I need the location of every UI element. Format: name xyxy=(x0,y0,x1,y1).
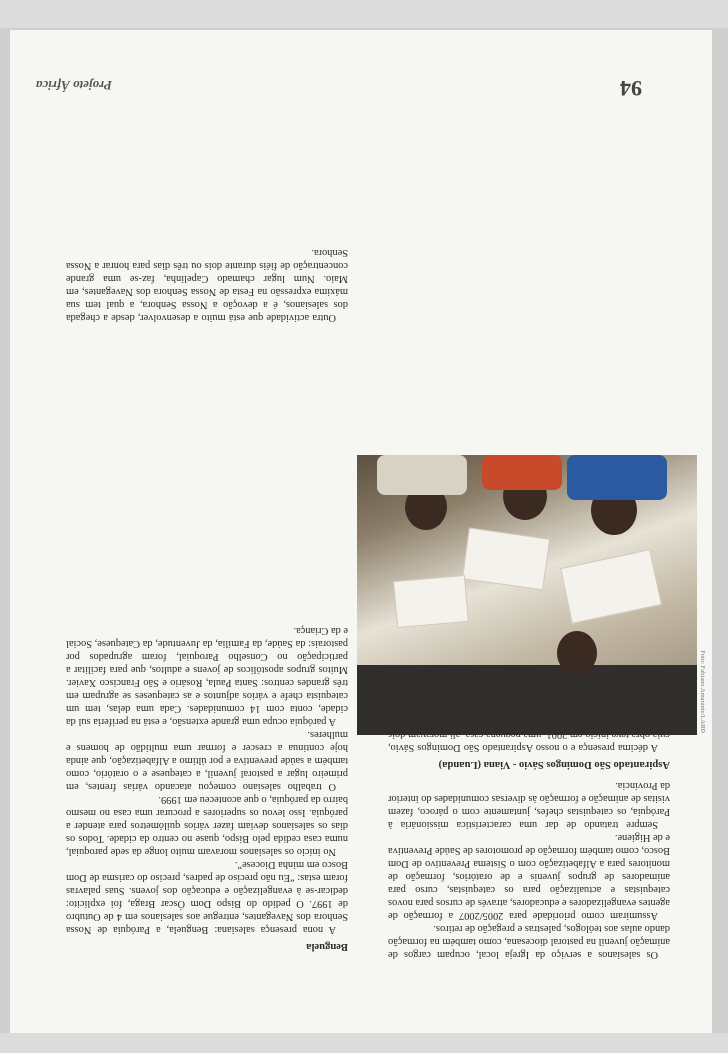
publication-title: Projeto África xyxy=(35,78,112,93)
paragraph: Sempre tratando de dar uma característica missionária à Paróquia, os catequistas chefes, juntamente com o pároco, fazem visitas de animação e formação às diversas comunidades do interior da Província. xyxy=(388,780,670,830)
page-header xyxy=(35,63,672,103)
photo-credit: Foto: Fabiano Amarante/LABD xyxy=(699,650,706,733)
scanner-top-margin xyxy=(0,0,728,28)
section-heading-viana: Aspirantado São Domingos Sávio - Viana (Luanda) xyxy=(438,759,670,770)
notebook xyxy=(393,575,469,628)
section-heading-benguela: Benguela xyxy=(306,941,348,952)
paragraph: A nona presença salesiana: Benguela, a Paróquia de Nossa Senhora dos Navegantes, entregue aos salesianos em 4 de Outubro de 1997. O pedido do Bispo Dom Óscar Braga, foi explícito: dedicar-se à evangelização e educação dos jovens. Suas palavras foram estas: “Eu não preciso de padres, preciso do carisma de Dom Bosco em minha Diocese”. xyxy=(66,859,348,935)
paragraph: No início os salesianos moravam muito longe da sede paroquial, numa casa cedida pelo Bispo, quase no centro da cidade. Todos os dias os salesianos deviam fazer vários quilómetros para atender a paróquia. Isso levou os superiores a procurar uma casa no mesmo bairro da paróquia, o que aconteceu em 1999. xyxy=(66,794,348,857)
blackboard xyxy=(357,665,697,735)
upside-down-page xyxy=(10,30,712,1033)
child-shirt xyxy=(377,455,467,495)
child-shirt xyxy=(482,455,562,490)
child-head xyxy=(557,631,597,675)
paragraph: A décima presença e o nosso Aspirantado São Domingos Sávio, xyxy=(388,742,658,753)
notebook xyxy=(462,528,550,591)
paragraph: A paróquia ocupa uma grande extensão, e está na periferia sul da cidade, conta com 14 comunidades. Cada uma delas, tem um catequista chefe e vários adjuntos e as catequeses se agrupam em três grandes centros: Santa Paula, Rosário e São Francisco Xavier. Muitos grupos apostólicos de jovens e adultos, que para facilitar a participação no Conselho Paroquial, foram agrupados por pastorais: da Saúde, da Família, da Juventude, da Catequese, Social e da Criança. xyxy=(66,625,348,727)
paragraph: Os salesianos a serviço da Igreja local, ocupam cargos de animação juvenil na pastoral diocesana, como também na formação dando aulas aos teólogos, palestras e pregação de retiros. xyxy=(388,923,670,960)
text-column-right xyxy=(66,131,348,961)
child-shirt xyxy=(567,455,667,500)
paragraph: Assumiram como prioridade para 2005/2007 a formação de agentes evangelizadores e educadores, através de cursos para novos catequistas e actualização para os catequistas, curso para animadores de grupos juvenis e de oratórios, formação de monitores para a Alfabetização com o Sistema Preventivo de Dom Bosco, como também formação de promotores de Saúde Preventiva e de Higiene. xyxy=(388,832,670,921)
paragraph: Outra actividade que está muito a desenvolver, desde a chegada dos salesianos, é a devoção a Nossa Senhora, a qual tem sua máxima expressão na Festa de Nossa Senhora dos Navegantes, em Maio. Num lugar chamado Capelinha, faz-se uma grande concentração de fiéis durante dois ou três dias para honrar a Nossa Senhora. xyxy=(66,247,348,323)
scanner-bottom-margin xyxy=(0,1033,728,1053)
notebook xyxy=(560,549,662,624)
classroom-photo xyxy=(357,455,697,735)
paragraph: O trabalho salesiano começou atacando várias frentes, em primeiro lugar a pastoral juvenil, a catequese e o oratório, como também a saúde preventiva e por último a Alfabetização, que ainda hoje continua a crescer e formar uma multidão de homens e mulheres. xyxy=(66,729,348,792)
page-number: 94 xyxy=(620,76,642,101)
